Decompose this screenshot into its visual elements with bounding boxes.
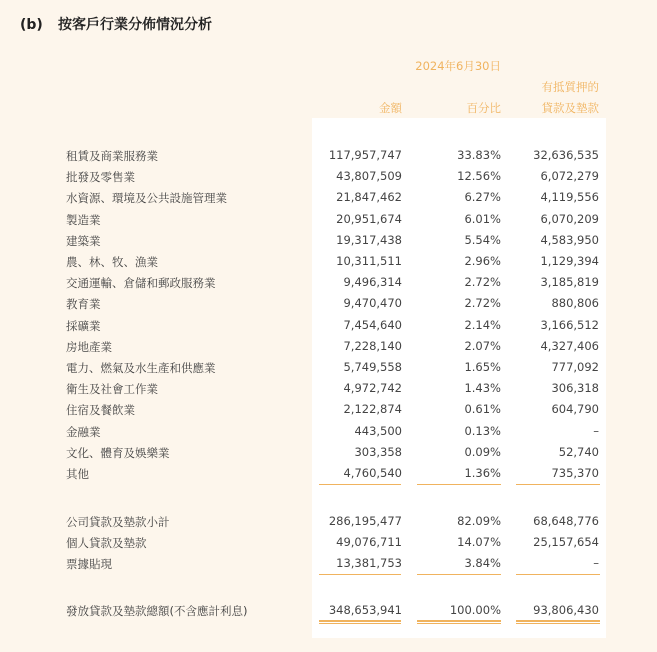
table-row: [0, 254, 657, 274]
amount-cell: 303,358: [354, 444, 402, 459]
secured-header-line1: 有抵質押的: [541, 80, 599, 94]
row-label: 公司貸款及墊款小計: [66, 515, 170, 529]
row-label: 文化、體育及娛樂業: [66, 445, 170, 460]
row-label: 教育業: [66, 297, 101, 312]
section-label: (b): [20, 17, 43, 33]
row-label: 衛生及社會工作業: [66, 382, 158, 397]
secured-cell: 777,092: [551, 360, 599, 374]
table-row: [0, 233, 657, 253]
secured-cell: 32,636,535: [533, 148, 599, 162]
table-row: [0, 318, 657, 338]
amount-cell: 117,957,747: [328, 148, 402, 162]
percent-cell: 6.01%: [464, 211, 501, 226]
amount-cell: 348,653,941: [328, 603, 402, 617]
amount-cell: 21,847,462: [336, 190, 402, 205]
secured-cell: 880,806: [551, 296, 599, 311]
row-label: 建築業: [66, 233, 101, 248]
table-row: [0, 360, 657, 380]
secured-cell: 3,166,512: [540, 317, 599, 332]
row-label: 農、林、牧、漁業: [66, 255, 158, 269]
amount-cell: 5,749,558: [343, 360, 402, 374]
table-row: [0, 466, 657, 486]
percent-cell: 82.09%: [457, 514, 501, 528]
secured-cell: –: [593, 423, 599, 438]
percent-cell: 3.84%: [464, 556, 501, 570]
table-row: [0, 424, 657, 444]
table-row: [0, 339, 657, 359]
row-label: 採礦業: [66, 318, 101, 333]
table-row: [0, 190, 657, 210]
table-row: [0, 148, 657, 168]
secured-header-line2: 貸款及墊款: [541, 101, 599, 115]
amount-cell: 19,317,438: [336, 232, 402, 247]
row-label: 發放貸款及墊款總額(不含應計利息): [66, 604, 248, 618]
amount-cell: 4,972,742: [343, 381, 402, 396]
table-row: [0, 402, 657, 422]
subtotal-rule: [417, 574, 501, 575]
percent-cell: 2.72%: [464, 296, 501, 311]
subtotal-row: [0, 556, 657, 576]
subtotal-rule: [516, 484, 600, 485]
amount-cell: 13,381,753: [336, 556, 402, 570]
percent-cell: 12.56%: [457, 169, 501, 184]
table-row: [0, 296, 657, 316]
percent-cell: 2.14%: [464, 317, 501, 332]
table-row: [0, 275, 657, 295]
subtotal-rule: [417, 484, 501, 485]
total-double-rule: [319, 620, 401, 624]
amount-cell: 49,076,711: [336, 535, 402, 549]
percent-cell: 6.27%: [464, 190, 501, 205]
secured-cell: 1,129,394: [540, 254, 599, 268]
row-label: 電力、燃氣及水生產和供應業: [66, 361, 216, 375]
section-heading: 按客戶行業分佈情況分析: [58, 17, 212, 33]
percent-cell: 2.96%: [464, 254, 501, 268]
amount-cell: 7,228,140: [343, 338, 402, 353]
percent-cell: 14.07%: [457, 535, 501, 549]
secured-cell: 93,806,430: [533, 603, 599, 617]
row-label: 其他: [66, 467, 89, 481]
row-label: 製造業: [66, 212, 101, 227]
percent-cell: 0.61%: [464, 402, 501, 417]
secured-cell: 6,070,209: [540, 211, 599, 226]
row-label: 租賃及商業服務業: [66, 149, 158, 163]
amount-cell: 20,951,674: [336, 211, 402, 226]
row-label: 交通運輸、倉儲和郵政服務業: [66, 276, 216, 291]
percent-cell: 33.83%: [457, 148, 501, 162]
subtotal-rule: [516, 574, 600, 575]
amount-cell: 2,122,874: [343, 402, 402, 417]
percent-cell: 100.00%: [449, 603, 501, 617]
total-double-rule: [516, 620, 600, 624]
percent-cell: 1.43%: [464, 381, 501, 396]
percent-cell: 0.13%: [464, 423, 501, 438]
subtotal-row: [0, 535, 657, 555]
percent-cell: 1.65%: [464, 360, 501, 374]
secured-cell: 604,790: [551, 402, 599, 417]
amount-cell: 9,470,470: [343, 296, 402, 311]
amount-cell: 286,195,477: [328, 514, 402, 528]
percent-cell: 2.07%: [464, 338, 501, 353]
secured-cell: –: [593, 556, 599, 570]
row-label: 批發及零售業: [66, 170, 135, 185]
date-header: 2024年6月30日: [415, 59, 501, 73]
secured-cell: 3,185,819: [540, 275, 599, 290]
secured-cell: 4,119,556: [540, 190, 599, 205]
amount-cell: 10,311,511: [336, 254, 402, 268]
row-label: 水資源、環境及公共設施管理業: [66, 191, 227, 206]
total-double-rule: [417, 620, 501, 624]
percent-cell: 1.36%: [464, 466, 501, 480]
row-label: 個人貸款及墊款: [66, 536, 147, 550]
percent-header: 百分比: [466, 101, 501, 115]
table-row: [0, 169, 657, 189]
amount-cell: 9,496,314: [343, 275, 402, 290]
secured-cell: 6,072,279: [540, 169, 599, 184]
table-row: [0, 212, 657, 232]
subtotal-rule: [319, 484, 401, 485]
row-label: 金融業: [66, 424, 101, 439]
row-label: 房地產業: [66, 339, 112, 354]
amount-cell: 4,760,540: [343, 466, 402, 480]
table-row: [0, 381, 657, 401]
secured-cell: 4,327,406: [540, 338, 599, 353]
row-label: 票據貼現: [66, 557, 112, 571]
subtotal-row: [0, 514, 657, 534]
secured-cell: 68,648,776: [533, 514, 599, 528]
row-label: 住宿及餐飲業: [66, 403, 135, 418]
amount-header: 金額: [379, 101, 402, 115]
secured-cell: 735,370: [551, 466, 599, 480]
percent-cell: 0.09%: [464, 444, 501, 459]
table-row: [0, 445, 657, 465]
percent-cell: 5.54%: [464, 232, 501, 247]
percent-cell: 2.72%: [464, 275, 501, 290]
secured-cell: 25,157,654: [533, 535, 599, 549]
amount-cell: 7,454,640: [343, 317, 402, 332]
amount-cell: 443,500: [354, 423, 402, 438]
section-title: [20, 14, 212, 34]
secured-cell: 4,583,950: [540, 232, 599, 247]
subtotal-rule: [319, 574, 401, 575]
secured-cell: 52,740: [558, 444, 599, 459]
secured-cell: 306,318: [551, 381, 599, 396]
amount-cell: 43,807,509: [336, 169, 402, 184]
